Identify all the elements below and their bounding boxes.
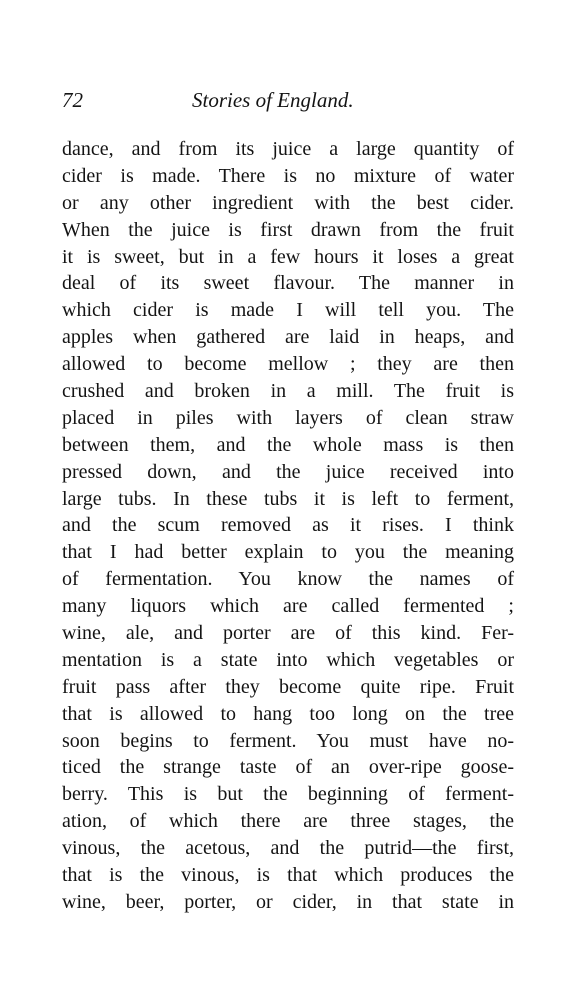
text-line: crushed and broken in a mill. The fruit is [62,380,514,403]
text-line: dance, and from its juice a large quantity of [62,138,514,160]
running-title: Stories of England. [192,88,354,112]
text-line: mentation is a state into which vegetables or [62,648,514,671]
text-line: allowed to become mellow ; they are then [62,353,514,376]
text-line: that is the vinous, is that which produces the [62,864,514,887]
text-line: it is sweet, but in a few hours it loses a great [62,245,514,268]
text-line: pressed down, and the juice received into [62,460,514,483]
page-number: 72 [62,88,83,112]
text-line: cider is made. There is no mixture of water [62,164,514,187]
text-line: soon begins to ferment. You must have no- [62,729,514,752]
text-line: that I had better explain to you the meaning [62,541,514,564]
text-line: berry. This is but the beginning of ferment- [62,783,514,806]
text-line: ation, of which there are three stages, the [62,810,514,833]
text-line: wine, beer, porter, or cider, in that state in [62,890,514,913]
text-line: or any other ingredient with the best cider. [62,191,514,214]
text-line: large tubs. In these tubs it is left to ferment, [62,487,514,510]
text-line: many liquors which are called fermented ; [62,595,514,618]
text-line: When the juice is first drawn from the fruit [62,218,514,241]
page-header [62,88,514,118]
text-line: wine, ale, and porter are of this kind. Fer- [62,622,514,645]
text-line: of fermentation. You know the names of [62,568,514,591]
text-line: vinous, the acetous, and the putrid—the first, [62,837,514,860]
text-line: fruit pass after they become quite ripe. Fruit [62,675,514,698]
text-line: that is allowed to hang too long on the tree [62,702,514,725]
text-line: and the scum removed as it rises. I think [62,514,514,537]
text-line: which cider is made I will tell you. The [62,299,514,322]
text-line: apples when gathered are laid in heaps, and [62,326,514,349]
body-text [62,136,514,916]
text-line: placed in piles with layers of clean straw [62,406,514,429]
text-line: deal of its sweet flavour. The manner in [62,272,514,295]
text-line: ticed the strange taste of an over-ripe goose- [62,756,514,779]
text-line: between them, and the whole mass is then [62,433,514,456]
